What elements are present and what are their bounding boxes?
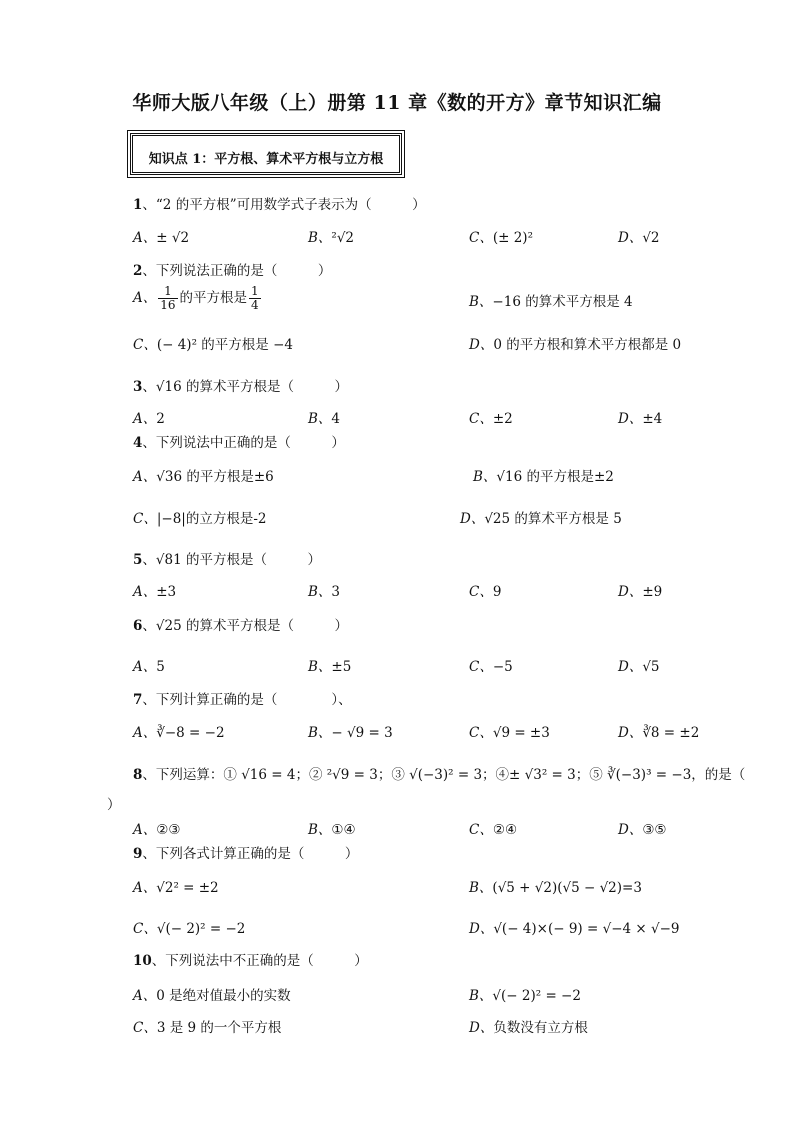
section-box [130,133,402,175]
q6-option-c: C、−5 [469,659,513,675]
q9-option-c: C、√(− 2)² = −2 [133,921,246,937]
question-4: 4、下列说法中正确的是（ ） [133,435,345,451]
question-8-tail: ） [107,797,121,813]
question-9: 9、下列各式计算正确的是（ ） [133,846,359,862]
q5-option-a: A、±3 [133,584,177,600]
q10-option-d: D、负数没有立方根 [469,1020,588,1036]
q5-option-b: B、3 [308,584,341,600]
q10-option-b: B、√(− 2)² = −2 [469,988,581,1004]
q4-option-d: D、√25 的算术平方根是 5 [460,511,622,527]
q9-option-a: A、√2² = ±2 [133,880,219,896]
q3-option-d: D、±4 [618,411,663,427]
q4-option-c: C、|−8|的立方根是-2 [133,511,267,527]
q3-option-a: A、2 [133,411,165,427]
q2-option-a: A、 $\frac{1}{16}$ 的平方根是 $\frac{1}{4}$ [133,284,259,312]
q7-option-d: D、∛8 = ±2 [618,725,700,741]
q9-option-b: B、(√5 + √2)(√5 − √2)=3 [469,880,642,896]
question-5: 5、√81 的平方根是（ ） [133,552,321,568]
q2-option-d: D、0 的平方根和算术平方根都是 0 [469,337,682,353]
fraction-1-16: $\frac{1}{16}$ [160,284,176,312]
section-heading: 知识点 1：平方根、算术平方根与立方根 [148,152,384,167]
q5-option-d: D、±9 [618,584,663,600]
question-3: 3、√16 的算术平方根是（ ） [133,379,348,395]
q8-option-a: A、②③ [133,822,181,838]
q4-option-b: B、√16 的平方根是±2 [473,469,614,485]
q8-option-b: B、①④ [308,822,356,838]
fraction-1-4: $\frac{1}{4}$ [251,284,259,312]
q9-option-d: D、√(− 4)×(− 9) = √−4 × √−9 [469,921,680,937]
q3-option-b: B、4 [308,411,341,427]
q7-option-c: C、√9 = ±3 [469,725,550,741]
q1-option-c: C、(± 2)² [469,230,533,246]
page-title: 华师大版八年级（上）册第 11 章《数的开方》章节知识汇编 [132,92,662,114]
question-8: 8、下列运算：① √16 = 4；② ²√9 = 3；③ √(−3)² = 3；④± √3² = 3；⑤ ∛(−3)³ = −3，的是（ [133,767,746,783]
q5-option-c: C、9 [469,584,502,600]
q7-option-b: B、− √9 = 3 [308,725,393,741]
question-2: 2、下列说法正确的是（ ） [133,263,332,279]
q3-option-c: C、±2 [469,411,513,427]
q10-option-c: C、3 是 9 的一个平方根 [133,1020,282,1036]
q8-option-d: D、③⑤ [618,822,667,838]
question-1: 1、“2 的平方根”可用数学式子表示为（ ） [133,197,426,213]
q6-option-a: A、5 [133,659,165,675]
q1-option-a: A、± √2 [133,230,190,246]
q6-option-b: B、±5 [308,659,352,675]
q2-option-b: B、−16 的算术平方根是 4 [469,294,633,310]
q8-option-c: C、②④ [469,822,518,838]
q6-option-d: D、√5 [618,659,660,675]
question-7: 7、下列计算正确的是（ ）、 [133,692,352,708]
q4-option-a: A、√36 的平方根是±6 [133,469,274,485]
q2-option-c: C、(− 4)² 的平方根是 −4 [133,337,293,353]
q10-option-a: A、0 是绝对值最小的实数 [133,988,291,1004]
question-6: 6、√25 的算术平方根是（ ） [133,618,348,634]
q1-option-d: D、√2 [618,230,660,246]
q1-option-b: B、²√2 [308,230,355,246]
question-10: 10、下列说法中不正确的是（ ） [133,953,368,969]
q7-option-a: A、∛−8 = −2 [133,725,225,741]
